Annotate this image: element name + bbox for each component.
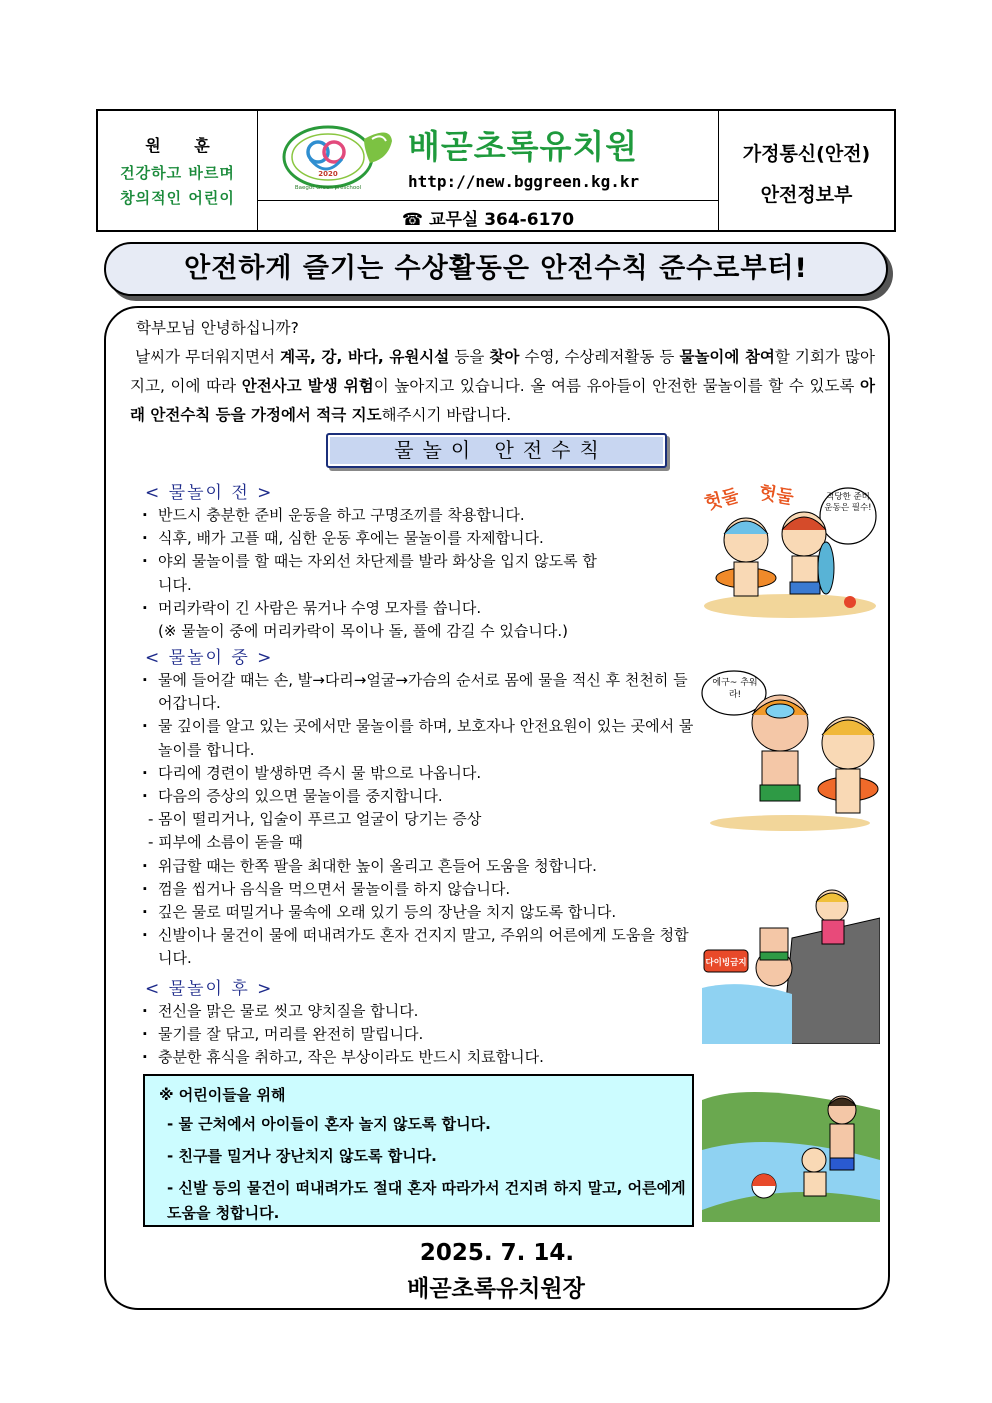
school-logo-icon [278, 119, 396, 191]
stream-illustration-icon [702, 1080, 880, 1222]
before-note: (※ 물놀이 중에 머리카락이 목이나 돌, 풀에 감길 수 있습니다.) [158, 622, 568, 641]
intro-text-5: 이 높아지고 있습니다. 올 여름 유아들이 안전한 물놀이를 할 수 있도록 [373, 377, 861, 395]
callout-item: - 신발 등의 물건이 떠내려가도 절대 혼자 따라가서 건지려 하지 말고, 어른에게 도움을 청합니다. [167, 1179, 686, 1222]
after-heading: < 물놀이 후 > [145, 979, 274, 999]
list-item: · 신발이나 물건이 물에 떠내려가도 혼자 건지지 말고, 주위의 어른에게 도움을 청합니다. [138, 924, 698, 970]
callout-item: - 친구를 밀거나 장난치지 않도록 합니다. [167, 1147, 437, 1165]
list-item: · 물 깊이를 알고 있는 곳에서만 물놀이를 하며, 보호자나 안전요원이 있는 곳에서 물놀이를 합니다. [138, 715, 698, 761]
list-item: · 다음의 증상의 있으면 물놀이를 중지합니다. [138, 785, 698, 808]
principal-signature: 배곧초록유치원장 [407, 1276, 585, 1302]
motto-line-1: 건강하고 바르며 [120, 164, 235, 182]
intro-bold-5: 아래 안전수칙 등을 가정에서 적극 지도 [130, 377, 876, 424]
list-item: · 식후, 배가 고플 때, 심한 운동 후에는 물놀이를 자제합니다. [138, 527, 698, 550]
intro-bold-1: 계곡, 강, 바다, 유원시설 [280, 348, 450, 366]
during-heading: < 물놀이 중 > [145, 648, 274, 668]
illus-sign: 다이빙금지 [705, 958, 747, 968]
list-item: · 머리카락이 긴 사람은 묶거나 수영 모자를 씁니다. [138, 597, 698, 620]
illus-word-2: 헛둘 [757, 482, 796, 509]
school-url[interactable]: http://new.bggreen.kg.kr [408, 172, 640, 191]
office-phone: ☎ 교무실 364-6170 [401, 210, 575, 230]
list-item: · 다리에 경련이 발생하면 즉시 물 밖으로 나옵니다. [138, 762, 698, 785]
intro-text-2: 등을 [449, 348, 490, 366]
intro-bold-2: 찾아 [489, 348, 520, 366]
logo-year: 2020 [318, 170, 338, 178]
list-item: · 위급할 때는 한쪽 팔을 최대한 높이 올리고 흔들어 도움을 청합니다. [138, 855, 698, 878]
list-item: · 물에 들어갈 때는 손, 발→다리→얼굴→가슴의 순서로 몸에 물을 적신 후 천천히 들어갑니다. [138, 669, 698, 715]
symptom-item: - 몸이 떨리거나, 입술이 푸르고 얼굴이 당기는 증상 [148, 810, 482, 829]
logo-caption: Baegot Green preschool [294, 185, 362, 191]
header-table [96, 109, 896, 232]
diving-illustration-icon [702, 878, 880, 1044]
symptom-item: - 피부에 소름이 돋을 때 [148, 833, 303, 852]
list-item: · 껌을 씹거나 음식을 먹으면서 물놀이를 하지 않습니다. [138, 878, 698, 901]
doc-type-cell [719, 111, 894, 230]
before-list [138, 504, 698, 643]
list-item: · 물기를 잘 닦고, 머리를 완전히 말립니다. [138, 1023, 698, 1046]
motto-cell [98, 111, 258, 230]
title-banner [104, 242, 888, 296]
motto-title: 원 훈 [145, 136, 224, 155]
intro-text-6: 해주시기 바랍니다. [381, 406, 512, 424]
intro-bold-4: 안전사고 발생 위험 [241, 377, 374, 395]
illus-word-1: 헛둘 [702, 485, 742, 515]
before-heading: < 물놀이 전 > [145, 483, 274, 503]
list-item: · 깊은 물로 떠밀거나 물속에 오래 있기 등의 장난을 치지 않도록 합니다. [138, 901, 698, 924]
greeting: 학부모님 안녕하십니까? [136, 319, 299, 337]
intro-bold-3: 물놀이에 참여 [679, 348, 775, 366]
callout-item: - 물 근처에서 아이들이 혼자 놀지 않도록 합니다. [167, 1115, 491, 1133]
department: 안전정보부 [760, 184, 853, 206]
doc-type: 가정통신(안전) [742, 143, 871, 165]
illus-bubble-2: 에구~ 추워라! [712, 678, 758, 700]
after-list [138, 1000, 698, 1070]
during-list [138, 669, 698, 971]
page-title: 안전하게 즐기는 수상활동은 안전수칙 준수로부터! [184, 253, 808, 284]
safety-rules-title: 물놀이 안전수칙 [394, 438, 608, 462]
list-item: · 충분한 휴식을 취하고, 작은 부상이라도 반드시 치료합니다. [138, 1046, 698, 1069]
list-item: · 야외 물놀이를 할 때는 자외선 차단제를 발라 화상을 입지 않도록 합니다. [138, 550, 608, 596]
motto-line-2: 창의적인 어린이 [120, 189, 235, 207]
intro-text-4: 할 기회가 많아지고, 이에 따라 [130, 348, 875, 395]
list-item: · 반드시 충분한 준비 운동을 하고 구명조끼를 착용합니다. [138, 504, 698, 527]
safety-rules-heading [326, 433, 667, 468]
list-item: · 전신을 맑은 물로 씻고 양치질을 합니다. [138, 1000, 698, 1023]
school-info-cell [258, 111, 719, 230]
intro-paragraph [130, 343, 875, 430]
cold-shiver-illustration-icon [700, 665, 886, 833]
callout-title: ※ 어린이들을 위해 [159, 1086, 286, 1104]
intro-text-1: 날씨가 무더워지면서 [135, 348, 281, 366]
children-safety-callout [143, 1074, 694, 1227]
warmup-illustration-icon [700, 478, 878, 620]
illus-bubble-1: 적당한 준비 운동은 필수! [824, 492, 872, 513]
issue-date: 2025. 7. 14. [419, 1240, 575, 1266]
school-name: 배곧초록유치원 [408, 127, 639, 166]
intro-text-3: 수영, 수상레저활동 등 [519, 348, 680, 366]
